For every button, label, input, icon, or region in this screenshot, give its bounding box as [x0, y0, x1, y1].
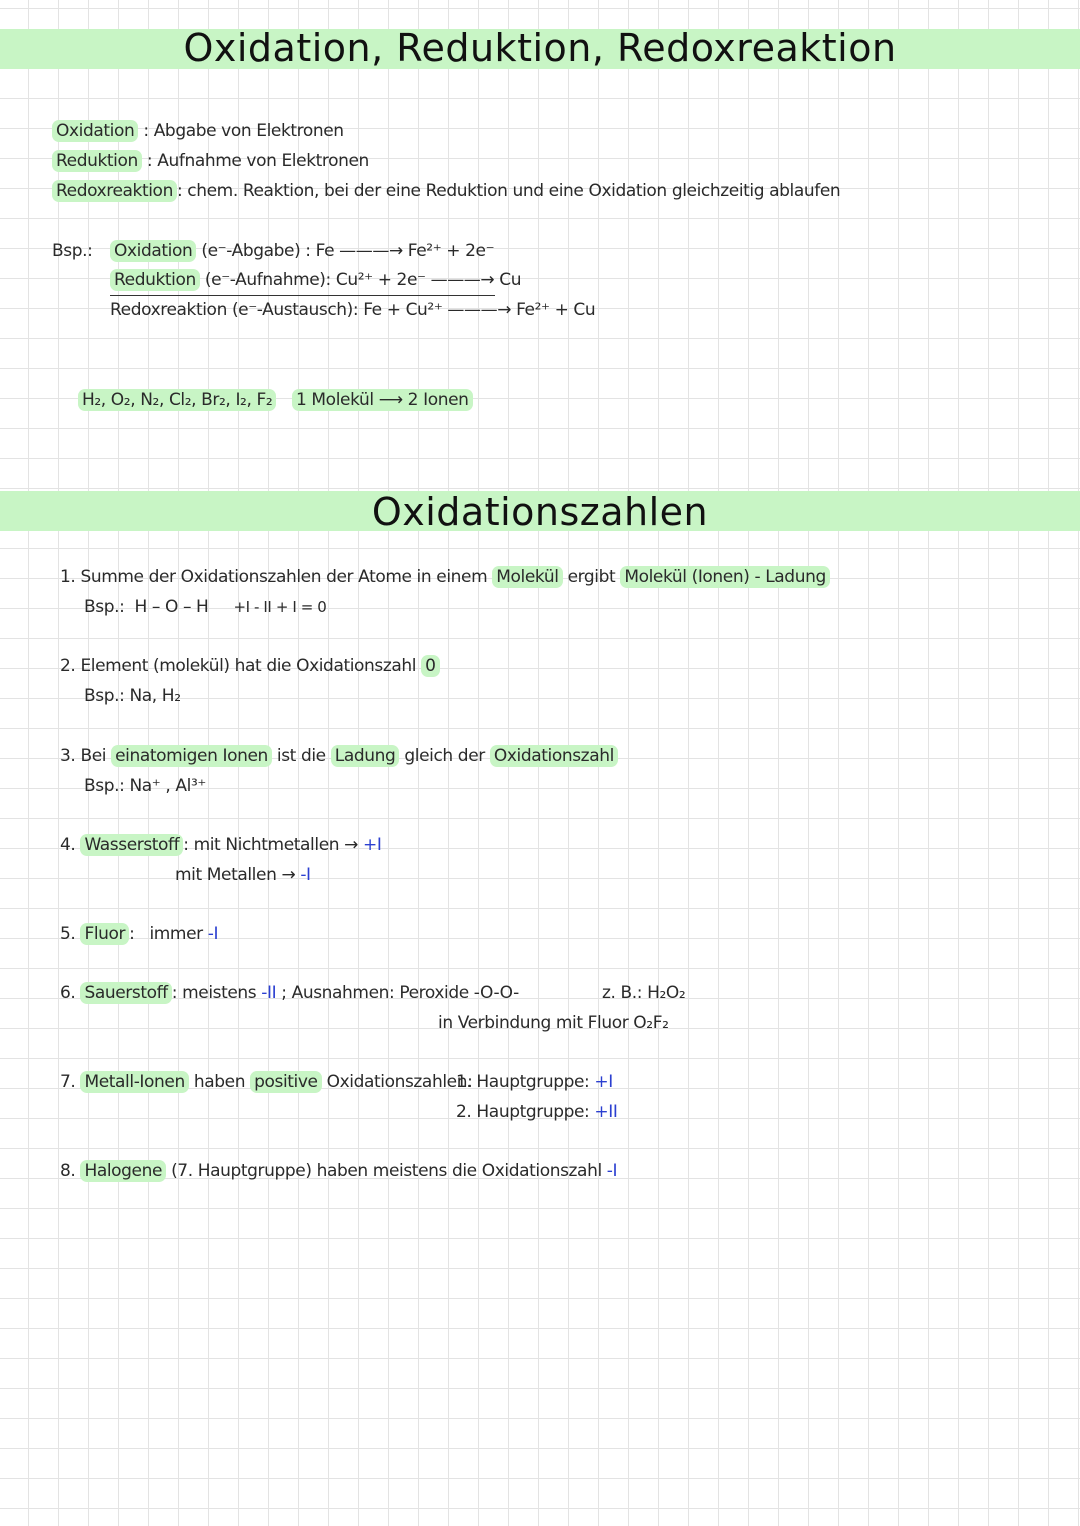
rule-1: 1. Summe der Oxidationszahlen der Atome in einem Molekül ergibt Molekül (Ionen) - Ladung — [60, 567, 830, 587]
page-title: Oxidation, Reduktion, Redoxreaktion — [183, 26, 897, 70]
sum-line — [110, 295, 495, 296]
definition-text: chem. Reaktion, bei der eine Reduktion und eine Oxidation gleichzeitig ablaufen — [187, 181, 841, 201]
rule-4-line-2: mit Metallen → -I — [175, 865, 311, 885]
definition-reduktion: Reduktion : Aufnahme von Elektronen — [52, 151, 369, 171]
rule-4: 4. Wasserstoff : mit Nichtmetallen → +I — [60, 835, 382, 855]
rule-6-fluor: in Verbindung mit Fluor O₂F₂ — [438, 1013, 669, 1033]
section-title: Oxidationszahlen — [371, 490, 709, 534]
diatomic-molecules: H₂, O₂, N₂, Cl₂, Br₂, I₂, F₂ — [78, 390, 276, 410]
definition-redoxreaktion: Redoxreaktion : chem. Reaktion, bei der eine Reduktion und eine Oxidation gleichzeitig ablaufen — [52, 181, 840, 201]
rule-3: 3. Bei einatomigen Ionen ist die Ladung gleich der Oxidationszahl — [60, 746, 618, 766]
term-oxidation: Oxidation — [52, 120, 138, 142]
rule-3-example: Bsp.: Na⁺ , Al³⁺ — [84, 776, 206, 796]
example-oxidation: Oxidation (e⁻-Abgabe) : Fe ———→ Fe²⁺ + 2e⁻ — [110, 241, 494, 261]
example-reduktion: Reduktion (e⁻-Aufnahme): Cu²⁺ + 2e⁻ ———→ Cu — [110, 270, 521, 290]
rule-2: 2. Element (molekül) hat die Oxidationszahl 0 — [60, 656, 440, 676]
example-label: Bsp.: — [52, 241, 93, 261]
term-redoxreaktion: Redoxreaktion — [52, 180, 177, 202]
rule-7-group-2: 2. Hauptgruppe: +II — [456, 1102, 618, 1122]
example-redox: Redoxreaktion (e⁻-Austausch): Fe + Cu²⁺ ———→ Fe²⁺ + Cu — [110, 300, 596, 320]
rule-2-example: Bsp.: Na, H₂ — [84, 686, 181, 706]
rule-6-example: z. B.: H₂O₂ — [602, 983, 686, 1003]
term-reduktion: Reduktion — [52, 150, 142, 172]
rule-8: 8. Halogene (7. Hauptgruppe) haben meistens die Oxidationszahl -I — [60, 1161, 618, 1181]
rule-7-group-1: 1. Hauptgruppe: +I — [456, 1072, 613, 1092]
molecule-to-ions: 1 Molekül ⟶ 2 Ionen — [292, 390, 473, 410]
definition-oxidation: Oxidation : Abgabe von Elektronen — [52, 121, 344, 141]
rule-6: 6. Sauerstoff : meistens -II ; Ausnahmen: Peroxide -O-O- — [60, 983, 519, 1003]
rule-7: 7. Metall-Ionen haben positive Oxidationszahlen: — [60, 1072, 473, 1092]
definition-text: Abgabe von Elektronen — [153, 121, 344, 141]
rule-1-example: Bsp.: H – O – H +I - II + I = 0 — [84, 597, 327, 617]
rule-5: 5. Fluor : immer -I — [60, 924, 219, 944]
definition-text: Aufnahme von Elektronen — [157, 151, 369, 171]
